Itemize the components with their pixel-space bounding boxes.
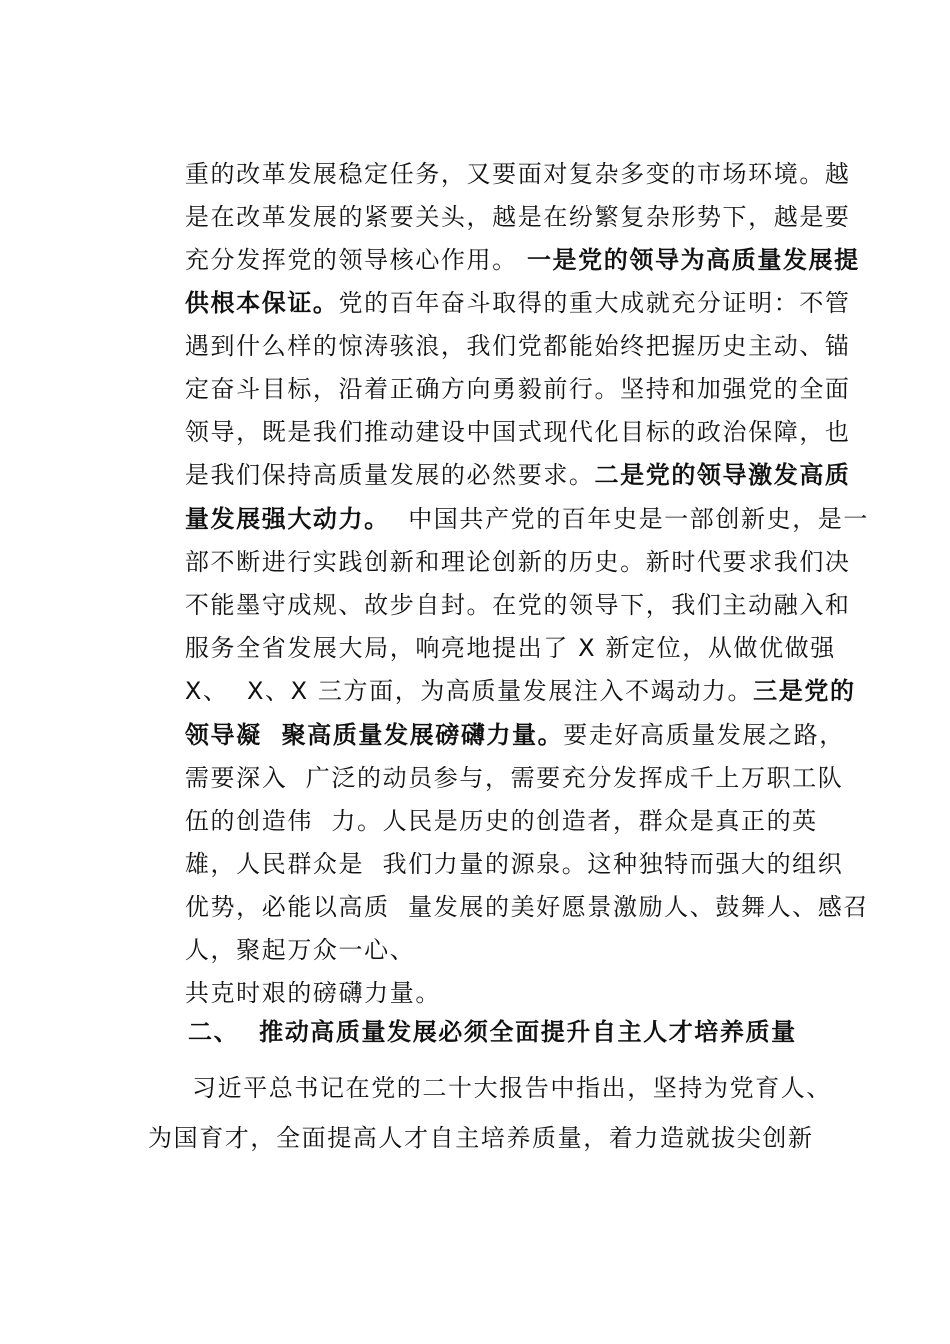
bold-text-run: 三是党的 <box>753 677 856 705</box>
body-line <box>148 776 818 835</box>
body-line <box>148 603 836 662</box>
text-run: 需要深入 广泛的动员参与，需要充分发挥成千上万职工队 <box>184 764 844 792</box>
text-run: 充分发挥党的领导核心作用。 <box>184 246 527 274</box>
text-run: 遇到什么样的惊涛骇浪，我们党都能始终把握历史主动、锚 <box>184 332 851 360</box>
text-run: 中国共产党的百年史是一部创新史，是一 <box>389 505 869 533</box>
text-run: 领导，既是我们推动建设中国式现代化目标的政治保障，也 <box>184 418 851 446</box>
body-line <box>148 215 860 274</box>
body-line <box>148 172 851 231</box>
body-line <box>148 560 851 619</box>
text-run: 是我们保持高质量发展的必然要求。 <box>184 461 595 489</box>
body-line <box>148 301 851 360</box>
text-run: 部不断进行实践创新和理论创新的历史。新时代要求我们决 <box>184 548 851 576</box>
body-line <box>148 430 851 489</box>
text-run: 服务全省发展大局，响亮地提出了 X 新定位，从做优做强 <box>184 634 836 662</box>
body-line <box>148 387 851 446</box>
text-run: 定奋斗目标，沿着正确方向勇毅前行。坚持和加强党的全面 <box>184 375 851 403</box>
body-line <box>148 733 844 792</box>
body-line <box>148 819 844 878</box>
body-line <box>148 905 416 964</box>
body-line <box>148 258 851 317</box>
body-line: 习近平总书记在党的二十大报告中指出，坚持为党育人、 <box>192 1074 832 1102</box>
text-run: 人，聚起万众一心、 <box>184 936 416 964</box>
body-line <box>148 690 845 749</box>
bold-text-run: 一是党的领导为高质量发展提 <box>526 246 860 274</box>
body-line <box>148 474 869 533</box>
bold-text-run: 量发展强大动力。 <box>184 505 390 533</box>
body-line <box>148 862 869 921</box>
body-line <box>148 517 851 576</box>
text-run: 重的改革发展稳定任务，又要面对复杂多变的市场环境。越 <box>184 160 851 188</box>
text-run: 不能墨守成规、故步自封。在党的领导下，我们主动融入和 <box>184 591 851 619</box>
text-run: 党的百年奋斗取得的重大成就充分证明：不管 <box>338 289 851 317</box>
text-run: 伍的创造伟 力。人民是历史的创造者，群众是真正的英 <box>184 807 818 835</box>
bold-text-run: 领导凝 聚高质量发展磅礴力量。 <box>184 721 564 749</box>
text-run: 共克时艰的磅礴力量。 <box>184 979 441 1007</box>
text-run: X、 X、X 三方面，为高质量发展注入不竭动力。 <box>184 677 754 705</box>
body-line <box>148 129 851 188</box>
bold-text-run: 二是党的领导激发高质 <box>594 461 851 489</box>
section-heading: 二、 推动高质量发展必须全面提升自主人才培养质量 <box>188 1018 797 1046</box>
text-run: 要走好高质量发展之路， <box>563 721 845 749</box>
text-run: 是在改革发展的紧要关头，越是在纷繁复杂形势下，越是要 <box>184 203 851 231</box>
text-run: 雄，人民群众是 我们力量的源泉。这种独特而强大的组织 <box>184 850 844 878</box>
body-line: 为国育才，全面提高人才自主培养质量，着力造就拔尖创新 <box>148 1124 814 1152</box>
bold-text-run: 供根本保证。 <box>184 289 339 317</box>
body-line <box>148 344 851 403</box>
body-line <box>148 646 856 705</box>
body-line <box>148 948 441 1007</box>
text-run: 优势，必能以高质 量发展的美好愿景激励人、鼓舞人、感召 <box>184 893 869 921</box>
